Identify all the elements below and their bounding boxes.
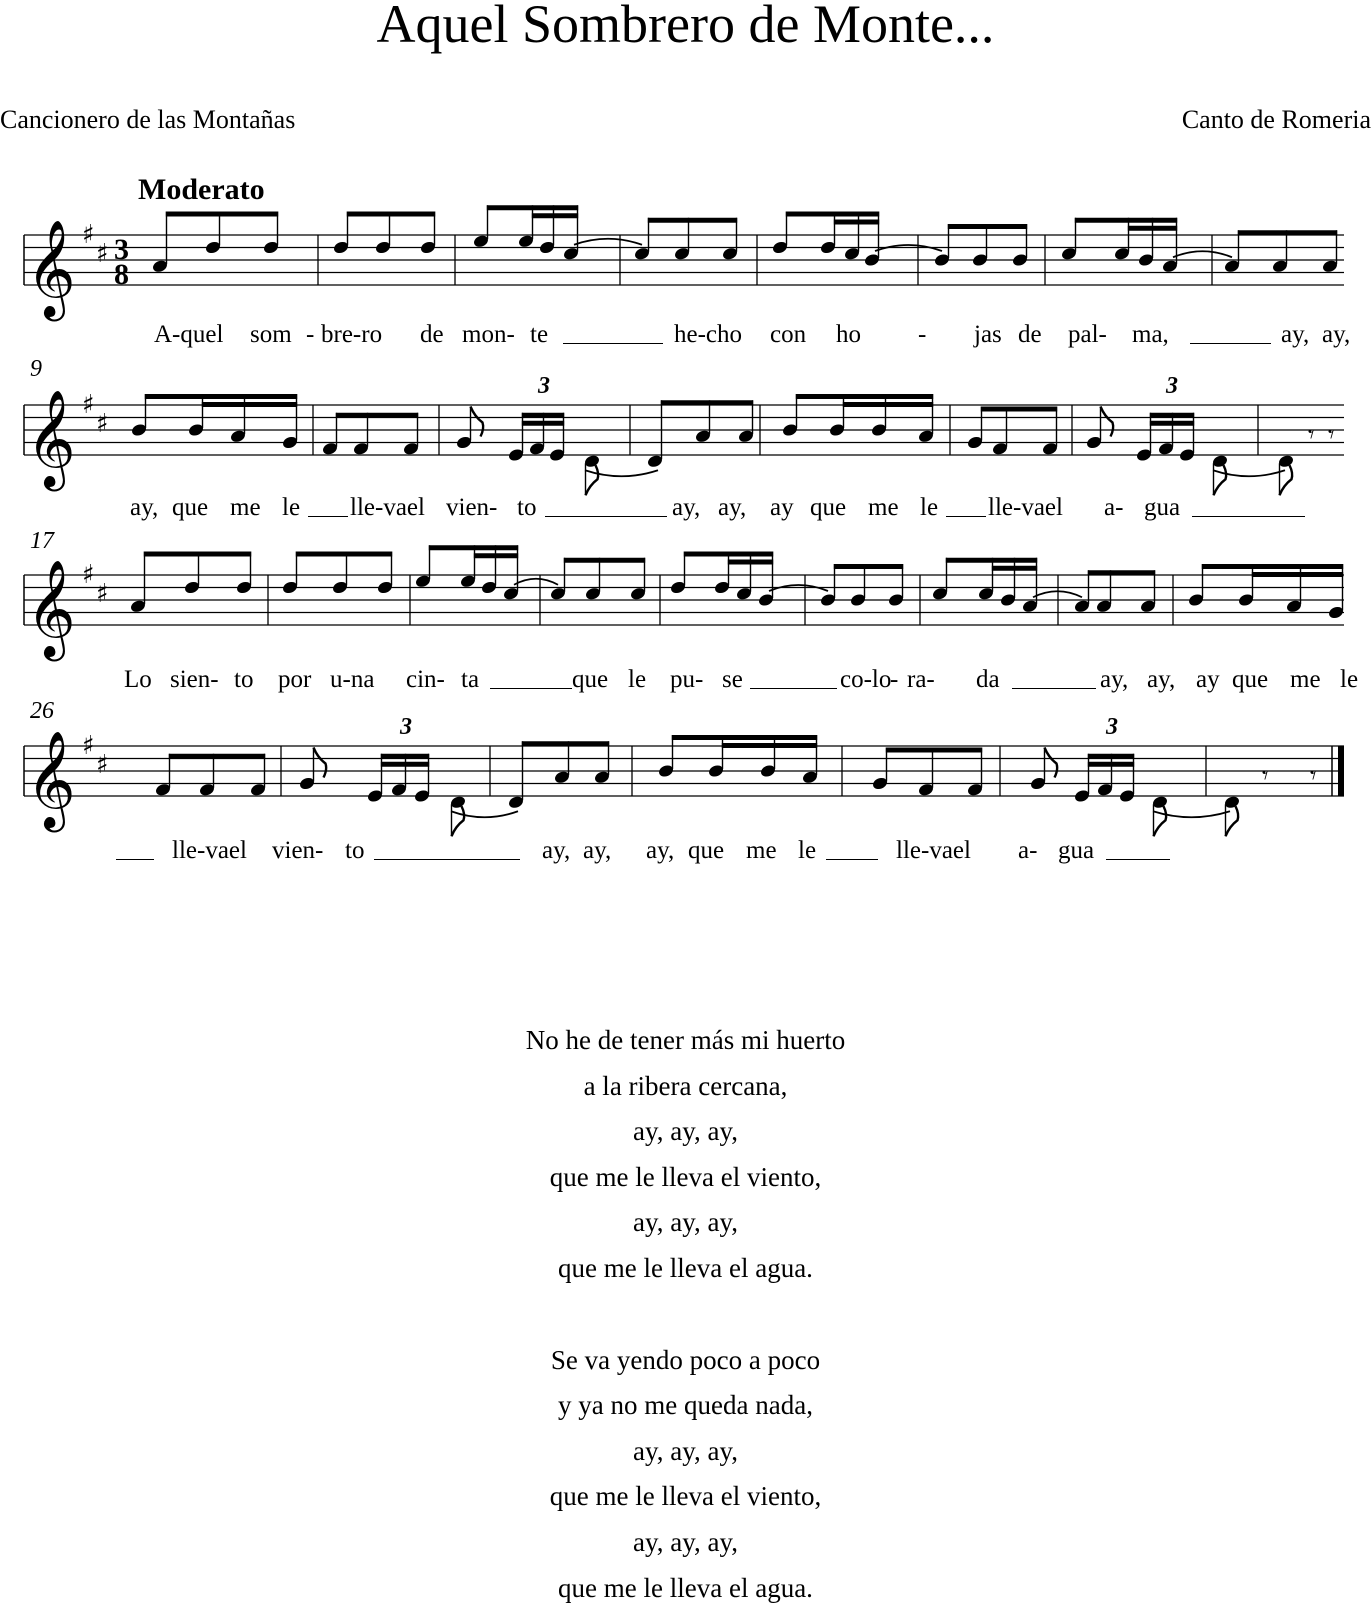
beam: [1088, 762, 1134, 767]
lyric-syllable: ay,: [583, 837, 612, 864]
measure-number: 9: [30, 356, 42, 382]
verse-line: No he de tener más mi huerto: [525, 1025, 846, 1055]
lyric-syllable: pu-: [670, 666, 704, 693]
song-title: Aquel Sombrero de Monte...: [376, 0, 995, 54]
beam: [522, 741, 609, 746]
beam: [1128, 226, 1177, 231]
note-flag: [1226, 806, 1239, 836]
beam: [672, 735, 817, 740]
beam: [661, 400, 753, 405]
lyric-syllable: u-na: [330, 666, 375, 693]
lyric-syllable: lle-vael: [172, 837, 247, 864]
lyric-syllable: ay,: [1322, 321, 1351, 348]
lyric-syllable: por: [278, 666, 312, 693]
beam: [202, 402, 297, 407]
additional-verses: [0, 1018, 1371, 1611]
sharp-icon: ♯: [82, 390, 95, 420]
lyric-syllable: A-quel: [154, 321, 224, 348]
lyric-syllable: lle-vael: [896, 837, 971, 864]
beam: [429, 545, 518, 550]
beam: [843, 402, 933, 407]
lyric-extender: [116, 859, 154, 860]
beam: [474, 553, 518, 558]
lyric-syllable: que: [810, 494, 847, 521]
lyric-syllable: me: [1290, 666, 1321, 693]
verse-line: ay, ay, ay,: [633, 1207, 738, 1238]
lyric-syllable: te: [530, 321, 549, 348]
beam: [381, 754, 429, 759]
verse-line: que me le lleva el agua.: [558, 1572, 813, 1603]
beam: [722, 743, 817, 748]
lyric-syllable: pal-: [1068, 321, 1107, 348]
verse-line: a la ribera cercana,: [583, 1070, 788, 1101]
verse-line: y ya no me queda nada,: [558, 1390, 813, 1421]
lyric-syllable: -: [918, 321, 927, 348]
lyric-syllable: le: [628, 666, 647, 693]
lyric-extender: [750, 688, 837, 689]
lyric-syllable: que: [688, 837, 725, 864]
lyric-syllable: que: [572, 666, 609, 693]
tie: [1213, 470, 1285, 476]
lyric-syllable: vien-: [272, 837, 324, 864]
lyric-syllable: vien-: [446, 494, 498, 521]
music-staff: [0, 714, 1371, 836]
treble-clef-icon: 𝄞: [26, 559, 76, 657]
eighth-rest-icon: 𝄾: [1262, 761, 1269, 790]
tie: [585, 470, 658, 476]
note-flag: [452, 806, 465, 836]
note-flag: [314, 748, 327, 778]
treble-clef-icon: 𝄞: [26, 219, 76, 317]
note-flag: [1101, 407, 1114, 437]
beam: [886, 748, 982, 753]
beam: [834, 220, 879, 225]
beam: [684, 552, 773, 557]
sharp-icon: ♯: [96, 578, 109, 609]
genre-credit: Canto de Romeria: [1181, 105, 1371, 134]
note-flag: [1214, 465, 1227, 495]
music-staff: [0, 555, 1371, 665]
lyric-syllable: ma,: [1132, 321, 1169, 348]
tuplet-number: 3: [400, 714, 412, 740]
lyric-syllable: to: [234, 666, 254, 693]
beam: [1150, 413, 1194, 418]
beam: [144, 552, 251, 557]
verse-line: ay, ay, ay,: [633, 1526, 738, 1557]
lyric-syllable: que: [172, 494, 209, 521]
lyric-syllable: ay,: [1147, 666, 1176, 693]
lyric-syllable: gua: [1058, 837, 1095, 864]
lyric-syllable: ay,: [672, 494, 701, 521]
treble-clef-icon: 𝄞: [26, 730, 76, 828]
sharp-icon: ♯: [96, 749, 109, 780]
verse-line: que me le lleva el viento,: [549, 1481, 822, 1512]
lyric-syllable: cin-: [406, 666, 445, 693]
source-credit: Cancionero de las Montañas: [0, 105, 296, 134]
tie: [574, 239, 642, 245]
beam: [946, 558, 1037, 563]
tie: [1173, 251, 1232, 257]
verse-line: ay, ay, ay,: [633, 1116, 738, 1147]
beam: [1088, 754, 1134, 759]
music-staff: [0, 215, 1371, 325]
lyric-syllable: bre-ro: [321, 321, 383, 348]
tie: [451, 811, 518, 817]
sharp-icon: ♯: [96, 408, 109, 439]
final-barline: [1338, 746, 1344, 796]
note-flag: [1154, 806, 1167, 836]
lyric-syllable: mon-: [462, 321, 515, 348]
lyric-syllable: ay,: [646, 837, 675, 864]
lyric-syllable: to: [345, 837, 365, 864]
lyric-extender: [374, 859, 520, 860]
lyric-syllable: se: [722, 666, 743, 693]
tuplet-number: 3: [1106, 714, 1118, 740]
lyric-syllable: ta: [461, 666, 480, 693]
lyric-syllable: me: [230, 494, 261, 521]
lyric-syllable: co-lo: [840, 666, 892, 693]
lyric-syllable: de: [1018, 321, 1042, 348]
note-flag: [1280, 465, 1293, 495]
lyric-syllable: con: [770, 321, 807, 348]
lyric-extender: [545, 516, 667, 517]
time-signature-bottom: 8: [114, 258, 129, 291]
lyric-syllable: ho: [836, 321, 861, 348]
verse-line: Se va yendo poco a poco: [550, 1344, 821, 1375]
beam: [1088, 570, 1155, 575]
treble-clef-icon: 𝄞: [26, 389, 76, 487]
lyric-extender: [308, 516, 348, 517]
note-flag: [586, 465, 599, 495]
lyric-extender: [826, 859, 878, 860]
verse-line: ay, ay, ay,: [633, 1435, 738, 1466]
lyric-syllable: ay,: [130, 494, 159, 521]
beam: [522, 413, 564, 418]
lyric-syllable: to: [517, 494, 537, 521]
lyric-syllable: le: [282, 494, 301, 521]
lyric-syllable: lle-vael: [988, 494, 1063, 521]
lyric-syllable: ay,: [1281, 321, 1310, 348]
sharp-icon: ♯: [96, 238, 109, 269]
sharp-icon: ♯: [82, 731, 95, 761]
beam: [564, 558, 645, 563]
note-flag: [1045, 748, 1058, 778]
lyric-syllable: de: [420, 321, 444, 348]
beam: [1150, 421, 1194, 426]
tempo-marking: Moderato: [138, 173, 265, 206]
sharp-icon: ♯: [82, 220, 95, 250]
lyric-extender: [1012, 688, 1096, 689]
lyric-syllable: ay,: [542, 837, 571, 864]
time-signature-top: 3: [114, 233, 129, 266]
lyric-syllable: a-: [1018, 837, 1038, 864]
beam: [347, 212, 435, 217]
beam: [1252, 572, 1343, 577]
beam: [981, 407, 1057, 412]
beam: [166, 212, 278, 217]
measure-number: 26: [30, 698, 54, 724]
lyric-syllable: ra-: [907, 666, 935, 693]
lyric-syllable: me: [746, 837, 777, 864]
beam: [145, 394, 297, 399]
beam: [381, 762, 429, 767]
verse-line: que me le lleva el agua.: [558, 1252, 813, 1283]
beam: [296, 552, 392, 557]
lyric-syllable: -: [890, 666, 899, 693]
lyric-syllable: jas: [974, 321, 1002, 348]
lyric-syllable: he-cho: [674, 321, 743, 348]
beam: [728, 560, 773, 565]
verse-line: que me le lleva el viento,: [549, 1161, 822, 1192]
lyric-syllable: a-: [1104, 494, 1124, 521]
tuplet-number: 3: [1166, 373, 1178, 399]
eighth-rest-icon: 𝄾: [1328, 420, 1335, 449]
lyric-syllable: Lo: [124, 666, 152, 693]
lyric-syllable: ay,: [718, 494, 747, 521]
tie: [514, 579, 558, 585]
eighth-rest-icon: 𝄾: [1310, 761, 1317, 790]
beam: [487, 205, 578, 210]
beam: [948, 224, 1027, 229]
lyric-extender: [490, 688, 572, 689]
beam: [992, 566, 1037, 571]
beam: [786, 212, 879, 217]
beam: [1238, 230, 1337, 235]
lyric-extender: [946, 516, 986, 517]
lyric-syllable: me: [868, 494, 899, 521]
lyric-extender: [1190, 343, 1271, 344]
lyric-syllable: som: [250, 321, 292, 348]
measure-number: 17: [30, 528, 54, 554]
lyric-syllable: que: [1232, 666, 1269, 693]
beam: [834, 564, 903, 569]
lyric-syllable: lle-vael: [350, 494, 425, 521]
beam: [1202, 564, 1343, 569]
lyric-syllable: gua: [1144, 494, 1181, 521]
eighth-rest-icon: 𝄾: [1308, 420, 1315, 449]
sharp-icon: ♯: [82, 560, 95, 590]
verse-stanza: [0, 1018, 1371, 1292]
lyric-syllable: -: [306, 321, 315, 348]
beam: [532, 213, 578, 218]
lyric-syllable: da: [976, 666, 1000, 693]
beam: [336, 413, 418, 418]
beam: [796, 394, 933, 399]
lyric-syllable: le: [920, 494, 939, 521]
lyric-syllable: le: [1340, 666, 1359, 693]
beam: [169, 754, 265, 759]
lyric-syllable: ay,: [1100, 666, 1129, 693]
lyric-syllable: ay: [770, 494, 794, 521]
lyric-syllable: ay: [1196, 666, 1220, 693]
beam: [522, 421, 564, 426]
lyric-syllable: sien-: [170, 666, 219, 693]
note-flag: [471, 407, 484, 437]
lyric-extender: [1106, 859, 1170, 860]
beam: [1075, 218, 1177, 223]
music-staff: [0, 373, 1371, 495]
lyric-syllable: le: [798, 837, 817, 864]
verse-stanza: [0, 1338, 1371, 1611]
tuplet-number: 3: [538, 373, 550, 399]
beam: [648, 218, 737, 223]
lyric-extender: [1192, 516, 1305, 517]
lyric-extender: [563, 343, 663, 344]
